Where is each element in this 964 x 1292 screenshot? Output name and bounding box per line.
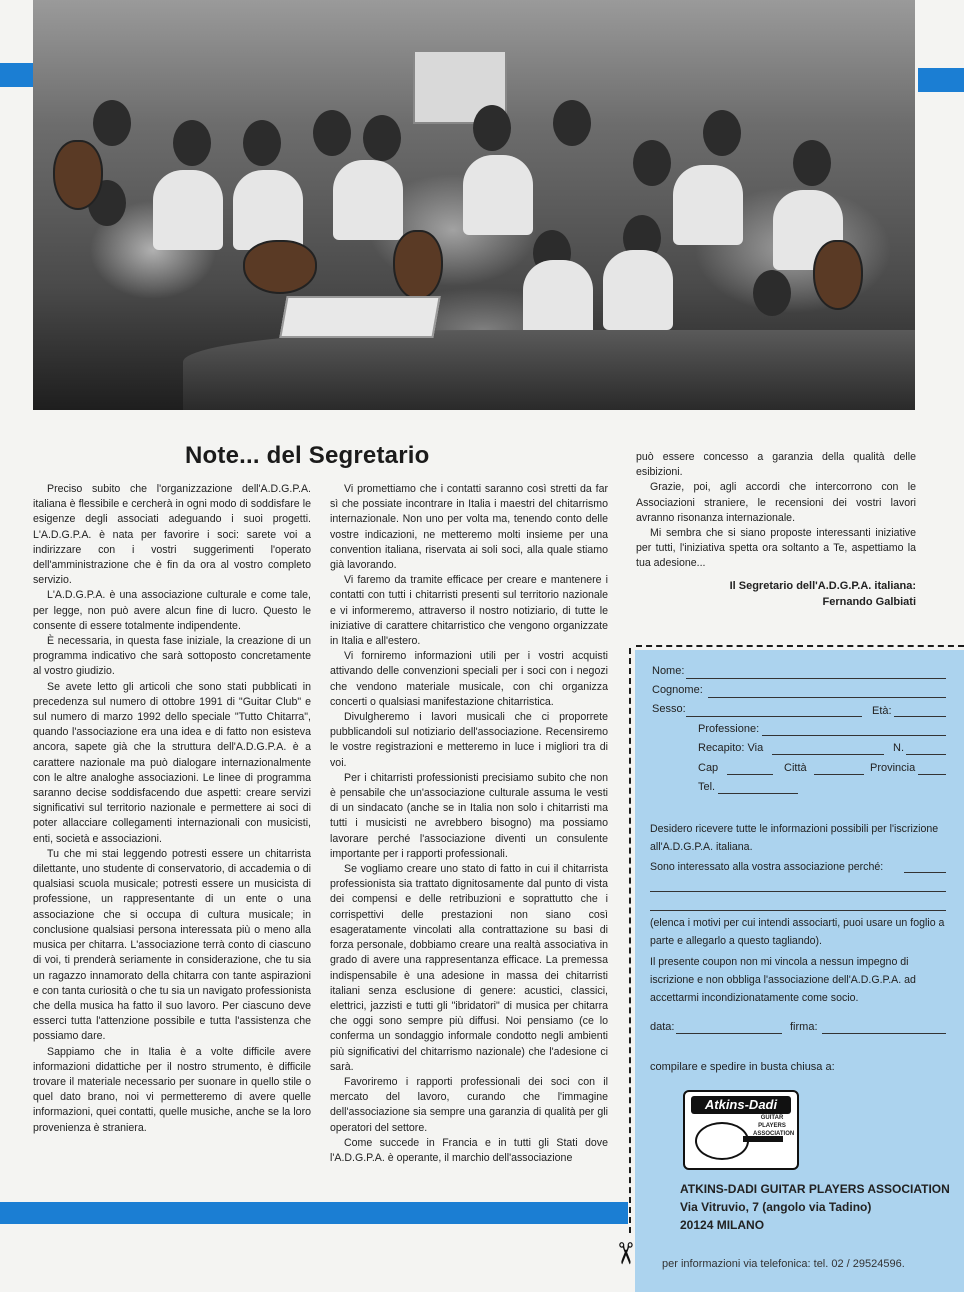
paragraph: Tu che mi stai leggendo potresti essere un chitarrista dilettante, uno studente di conservatorio, di accademia o di qualsiasi scuola musicale; potresti essere un musicista di professione, un rappresentante di un ente o una associazione che si occupa di cultura musicale; in conclusione qualsiasi persona interessata più o meno alla musica per chitarra. L'associazione terrà conto di ciascuno di voi, ti prenderà seriamente in considerazione, che tu sia un ragazzo innamorato della chitarra con tante aspirazioni e con tanta curiosità o che tu sia un navigato professionista che della musica ha fatto il suo lavoro. Per ciascuno deve esserci tutta l'attenzione possibile e tutta l'assistenza che possiamo dare.: [33, 847, 311, 1043]
guitar-icon: [695, 1122, 749, 1160]
person-shirt: [603, 250, 673, 330]
signature: [636, 578, 916, 610]
signature-title: Il Segretario dell'A.D.G.P.A. italiana:: [729, 580, 916, 592]
address-street: Via Vitruvio, 7 (angolo via Tadino): [680, 1200, 872, 1214]
person-head: [753, 270, 791, 316]
person-shirt: [333, 160, 403, 240]
address-org: ATKINS-DADI GUITAR PLAYERS ASSOCIATION: [680, 1182, 950, 1196]
data-label: data:: [650, 1021, 675, 1033]
left-blue-tab: [0, 63, 33, 87]
logo-sub2: ASSOCIATION: [753, 1131, 795, 1137]
column-1: [33, 482, 311, 1136]
nome-field[interactable]: [686, 678, 946, 679]
firma-label: firma:: [790, 1021, 818, 1033]
provincia-field[interactable]: [918, 774, 946, 775]
cut-line-top: [636, 645, 964, 647]
via-field[interactable]: [772, 754, 884, 755]
numero-label: N.: [893, 742, 904, 754]
motivo-field-1[interactable]: [904, 872, 946, 873]
phone-info: per informazioni via telefonica: tel. 02 / 29524596.: [662, 1258, 905, 1270]
interessato-text: Sono interessato alla vostra associazione perché:: [650, 861, 884, 873]
paragraph: Come succede in Francia e in tutti gli Stati dove l'A.D.G.P.A. è operante, il marchio dell'associazione: [330, 1136, 608, 1164]
person-shirt: [673, 165, 743, 245]
person-head: [703, 110, 741, 156]
eta-label: Età:: [872, 705, 892, 717]
guitar: [53, 140, 103, 210]
person-head: [473, 105, 511, 151]
signature-name: Fernando Galbiati: [822, 596, 916, 608]
elenca-text: (elenca i motivi per cui intendi associarti, puoi usare un foglio a parte e allegarlo a questo tagliando).: [650, 917, 945, 947]
compilare-text: compilare e spedire in busta chiusa a:: [650, 1061, 835, 1073]
address-city: 20124 MILANO: [680, 1218, 765, 1232]
paragraph: Mi sembra che si siano proposte interessanti iniziative per tutti, l'iniziativa spetta ora soltanto a Te, aspettiamo la tua adesione...: [636, 527, 916, 570]
cognome-label: Cognome:: [652, 684, 703, 696]
person-head: [93, 100, 131, 146]
paragraph: Favoriremo i rapporti professionali dei soci con il mercato del lavoro, curando che l'immagine dell'associazione sia sempre una garanzia di qualità per gli operatori del settore.: [330, 1075, 608, 1134]
guitar: [813, 240, 863, 310]
paragraph: Sappiamo che in Italia è a volte difficile avere informazioni didattiche per il nostro strumento, è difficile trovare il materiale necessario per suonare in quello stile o quel dato brano, noi vi permetteremo di avere quelle informazioni, quei contatti, quelle musiche, anche se la loro provenienza è straniera.: [33, 1045, 311, 1134]
right-blue-tab: [918, 68, 964, 92]
column-3: [636, 450, 916, 572]
desidero-text: Desidero ricevere tutte le informazioni possibili per l'iscrizione all'A.D.G.P.A. italiana.: [650, 823, 939, 853]
person-head: [173, 120, 211, 166]
paragraph: Per i chitarristi professionisti precisiamo subito che non è pensabile che un'associazione culturale assuma le vesti di un sindacato (anche se in Italia non solo i chitarristi ma tutti i musicisti ne avrebbero bisogno) ma possiamo lavorare perché l'associazione diventi un consulente importante per i rapporti professionali.: [330, 771, 608, 860]
firma-field[interactable]: [822, 1033, 946, 1034]
logo-name: Atkins-Dadi: [691, 1096, 791, 1114]
sesso-field[interactable]: [686, 716, 862, 717]
presente-text: Il presente coupon non mi vincola a nessun impegno di iscrizione e non obbliga l'associazione dell'A.D.G.P.A. ad accettarmi incondizionatamente come socio.: [650, 956, 916, 1004]
person-head: [793, 140, 831, 186]
person-shirt: [153, 170, 223, 250]
person-shirt: [463, 155, 533, 235]
citta-label: Città: [784, 762, 807, 774]
citta-field[interactable]: [814, 774, 864, 775]
tel-field[interactable]: [718, 793, 798, 794]
atkins-dadi-logo: [683, 1090, 799, 1170]
cognome-field[interactable]: [708, 697, 946, 698]
provincia-label: Provincia: [870, 762, 916, 774]
paragraph: può essere concesso a garanzia della qualità delle esibizioni.: [636, 451, 916, 479]
paragraph: Vi faremo da tramite efficace per creare e mantenere i contatti con tutti i chitarristi presenti sul territorio nazionale e vi informeremo, attraverso il nostro notiziario, di tutte le iniziative di carattere chitarristico che vengono organizzate in Italia e all'estero.: [330, 574, 608, 648]
person-head: [633, 140, 671, 186]
person-head: [363, 115, 401, 161]
paragraph: Se vogliamo creare uno stato di fatto in cui il chitarrista professionista sia trattato dignitosamente dal punto di vista dei compensi e delle retribuzioni e soprattutto che i corrispettivi delle prestazioni non siano così esageratamente vincolati alla contrattazione su basi di forza personale, dobbiamo creare una realtà associativa in grado di avere una rappresentanza efficace. La premessa indispensabile è una adesione in massa dei chitarristi italiani senza esclusione di genere: acustici, classici, elettrici, jazzisti e tutti gli "ibridatori" di musica per chitarra che oggi sono sempre più diffusi. Noi pensiamo (ce lo conferma un sondaggio informale condotto negli ambienti più significativi del chitarrismo nazionale) che l'adesione ci sarà.: [330, 863, 608, 1073]
logo-sub1: GUITAR PLAYERS: [758, 1115, 786, 1129]
paragraph: Grazie, poi, agli accordi che intercorrono con le Associazioni straniere, le recensioni dei vostri lavori avranno risonanza internazionale.: [636, 481, 916, 524]
motivo-field-3[interactable]: [650, 910, 946, 911]
scissors-icon: ✂: [608, 1240, 642, 1267]
person-head: [553, 100, 591, 146]
recapito-label: Recapito: Via: [698, 742, 764, 754]
data-field[interactable]: [676, 1033, 782, 1034]
numero-field[interactable]: [906, 754, 946, 755]
guitar: [393, 230, 443, 300]
article-title: Note... del Segretario: [185, 442, 430, 469]
nome-label: Nome:: [652, 665, 685, 677]
cap-field[interactable]: [727, 774, 773, 775]
paragraph: Vi promettiamo che i contatti saranno così stretti da far sì che possiate incontrare in Italia i maestri del chitarrismo internazionale. Non uno per volta ma, tenendo conto delle vostre indicazioni, ne metteremo molti insieme per una convention italiana, riservata ai soli soci, alla quale stiamo già lavorando.: [330, 483, 608, 572]
person-head: [243, 120, 281, 166]
guitar: [243, 240, 317, 294]
paragraph: L'A.D.G.P.A. è una associazione culturale e come tale, per legge, non può avere alcun fine di lucro. Questo le consente di essere totalmente indipendente.: [33, 589, 311, 632]
motivo-field-2[interactable]: [650, 891, 946, 892]
group-photo: [33, 0, 915, 410]
cap-label: Cap: [698, 762, 719, 774]
sesso-label: Sesso:: [652, 703, 686, 715]
tel-label: Tel.: [698, 781, 716, 793]
logo-subtitle: [753, 1114, 795, 1138]
column-2: [330, 482, 608, 1166]
paragraph: Se avete letto gli articoli che sono stati pubblicati in precedenza sul numero di ottobre 1991 di "Guitar Club" e sul numero di marzo 1992 dello speciale "Tutto Chitarra", quando l'associazione era una idea e di fatto non esisteva ancora, sapete già che la struttura dell'A.D.G.P.A. è a carattere nazionale ma può dialogare internazionalmente con le altre analoghe associazioni. Le linee di programma saranno decise soddisfacendo due aspetti: creare servizi significativi sul territorio nazionale e permettere ai soci di poter allacciare collegamenti internazionali con musicisti, enti, società e associazioni.: [33, 680, 311, 845]
cake: [279, 296, 440, 338]
professione-label: Professione:: [698, 723, 760, 735]
paragraph: È necessaria, in questa fase iniziale, la creazione di un programma indicativo che sarà sottoposto concretamente al vostro giudizio.: [33, 635, 311, 678]
person-shirt: [523, 260, 593, 340]
cut-line-left: [629, 648, 631, 1233]
bottom-blue-bar: [0, 1202, 628, 1224]
paragraph: Vi forniremo informazioni utili per i vostri acquisti attivando delle convenzioni speciali per i soci con i negozi che vendono materiale musicale, con chi organizza concerti o qualsiasi manifestazione chitarristica.: [330, 650, 608, 708]
person-shirt: [233, 170, 303, 250]
eta-field[interactable]: [894, 716, 946, 717]
paragraph: Divulgheremo i lavori musicali che ci proporrete pubblicandoli sul notiziario dell'associazione. Recensiremo le vostre registrazioni e metteremo in luce i migliori tra di voi.: [330, 711, 608, 769]
table: [183, 330, 915, 410]
person-head: [313, 110, 351, 156]
paragraph: Preciso subito che l'organizzazione dell'A.D.G.P.A. italiana è flessibile e cercherà in ogni modo di soddisfare le esigenze degli associati adeguando i suoi progetti. L'A.D.G.P.A. è nata per favorire i soci: sarete voi a indirizzare con i vostri suggerimenti l'operato dell'amministrazione che è fin da ora al vostro completo servizio.: [33, 483, 311, 587]
professione-field[interactable]: [762, 735, 946, 736]
address-block: [680, 1180, 950, 1234]
